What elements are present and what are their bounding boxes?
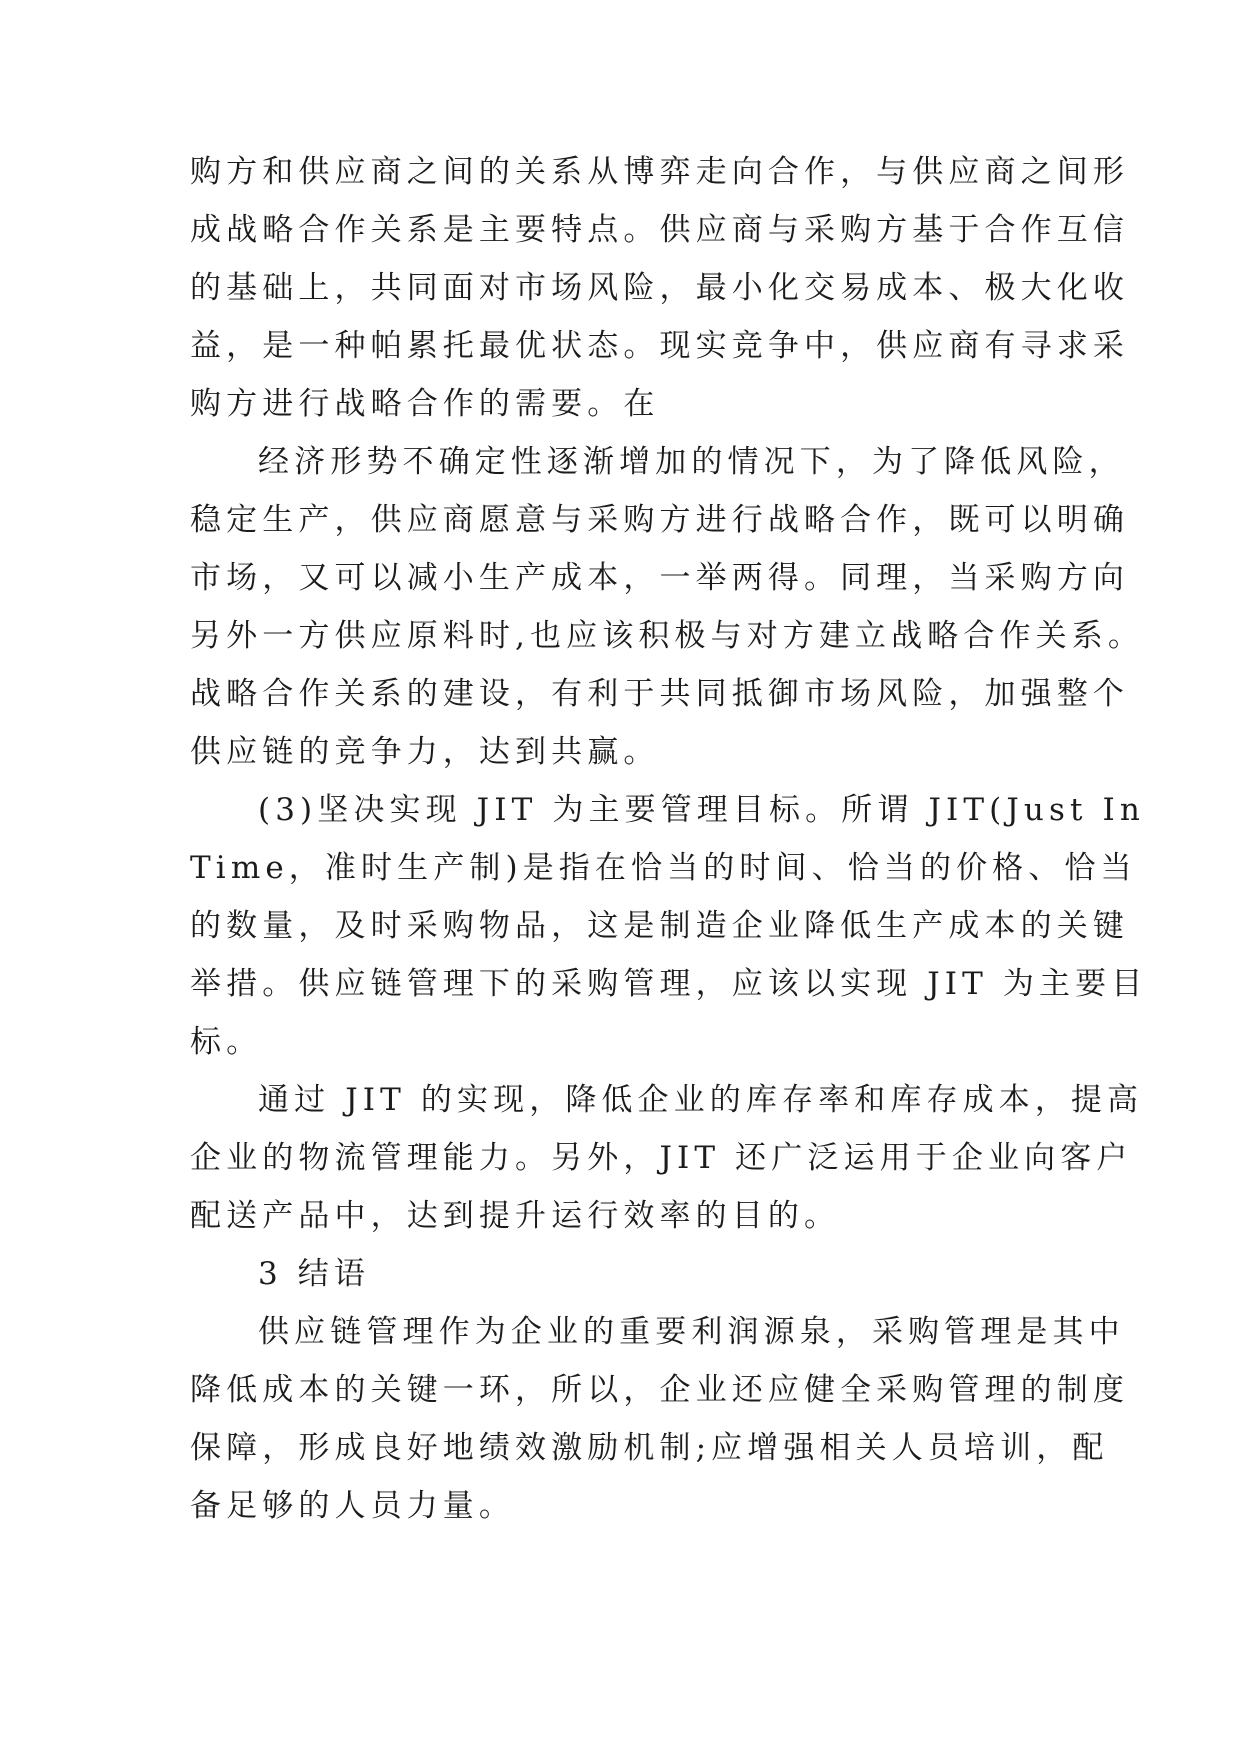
text-line: 供应链的竞争力，达到共赢。	[190, 734, 660, 770]
text-line: 成战略合作关系是主要特点。供应商与采购方基于合作互信	[190, 212, 1129, 248]
text-line: 保障，形成良好地绩效激励机制;应增强相关人员培训，配	[190, 1430, 1109, 1466]
text-line: 购方和供应商之间的关系从博弈走向合作，与供应商之间形	[190, 154, 1129, 190]
paragraph-first-line: 经济形势不确定性逐渐增加的情况下，为了降低风险，	[258, 444, 1125, 480]
text-line: 降低成本的关键一环，所以，企业还应健全采购管理的制度	[190, 1372, 1129, 1408]
text-line: 另外一方供应原料时,也应该积极与对方建立战略合作关系。	[190, 618, 1144, 654]
text-line: 标。	[190, 1024, 263, 1060]
text-line: 稳定生产，供应商愿意与采购方进行战略合作，既可以明确	[190, 502, 1129, 538]
text-line: 配送产品中，达到提升运行效率的目的。	[190, 1198, 841, 1234]
text-line: Time，准时生产制)是指在恰当的时间、恰当的价格、恰当	[190, 850, 1137, 886]
text-line: 的数量，及时采购物品，这是制造企业降低生产成本的关键	[190, 908, 1129, 944]
paragraph-first-line: 通过 JIT 的实现，降低企业的库存率和库存成本，提高	[258, 1082, 1144, 1118]
section-heading: 3 结语	[258, 1256, 371, 1292]
text-line: 市场，又可以减小生产成本，一举两得。同理，当采购方向	[190, 560, 1129, 596]
text-line: 购方进行战略合作的需要。在	[190, 386, 660, 422]
text-line: 企业的物流管理能力。另外，JIT 还广泛运用于企业向客户	[190, 1140, 1133, 1176]
text-line: 战略合作关系的建设，有利于共同抵御市场风险，加强整个	[190, 676, 1129, 712]
text-line: 举措。供应链管理下的采购管理，应该以实现 JIT 为主要目	[190, 966, 1148, 1002]
paragraph-first-line: (3)坚决实现 JIT 为主要管理目标。所谓 JIT(Just In	[258, 792, 1145, 828]
text-line: 益，是一种帕累托最优状态。现实竞争中，供应商有寻求采	[190, 328, 1129, 364]
paragraph-first-line: 供应链管理作为企业的重要利润源泉，采购管理是其中	[258, 1314, 1125, 1350]
text-line: 备足够的人员力量。	[190, 1488, 516, 1524]
text-line: 的基础上，共同面对市场风险，最小化交易成本、极大化收	[190, 270, 1129, 306]
